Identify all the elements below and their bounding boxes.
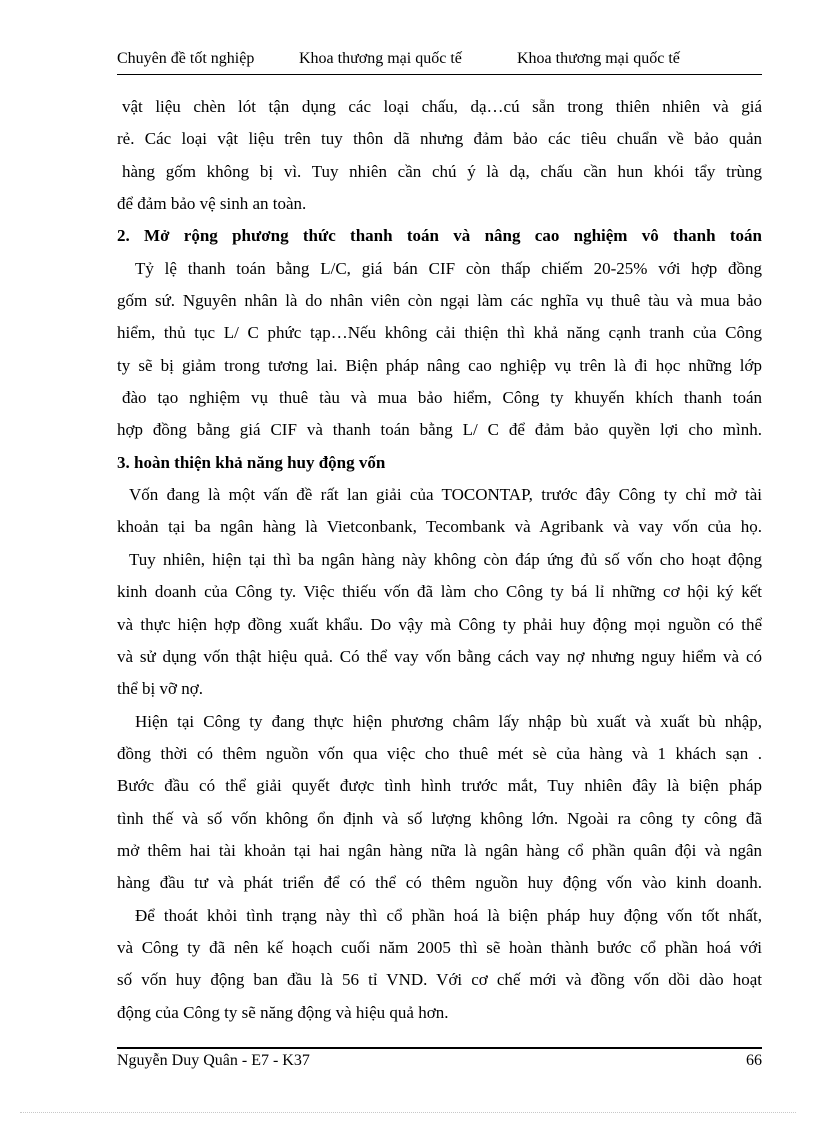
body-line: Tỷ lệ thanh toán bằng L/C, giá bán CIF còn thấp chiếm 20-25% với hợp đồng: [135, 258, 762, 278]
body-line: ty sẽ bị giảm trong tương lai. Biện pháp nâng cao nghiệp vụ trên là đi học những lớp: [117, 355, 762, 375]
body-line: khoản tại ba ngân hàng là Vietconbank, Tecombank và Agribank và vay vốn của họ.: [117, 517, 762, 537]
body-line: tình thế và số vốn không ổn định và số lượng không lớn. Ngoài ra công ty công đã: [117, 808, 762, 828]
body-line: rẻ. Các loại vật liệu trên tuy thôn dã nhưng đảm bảo các tiêu chuẩn về bảo quản: [117, 129, 762, 149]
document-body: [117, 94, 762, 1032]
body-line: vật liệu chèn lót tận dụng các loại chấu, dạ…cú sẵn trong thiên nhiên và giá: [122, 97, 762, 116]
body-line: để đảm bảo vệ sinh an toàn.: [117, 194, 307, 214]
footer-author: Nguyễn Duy Quân - E7 - K37: [117, 1052, 310, 1069]
page-header: [117, 50, 762, 75]
body-line: động của Công ty sẽ năng động và hiệu quả hơn.: [117, 1002, 449, 1022]
body-line: và Công ty đã nên kế hoạch cuối năm 2005 thì sẽ hoàn thành bước cổ phần hoá với: [117, 937, 762, 957]
body-line: Tuy nhiên, hiện tại thì ba ngân hàng này không còn đáp ứng đủ số vốn cho hoạt động: [129, 549, 762, 569]
body-line: Để thoát khỏi tình trạng này thì cổ phần hoá là biện pháp huy động vốn tốt nhất,: [135, 905, 762, 925]
body-line: hàng gốm không bị vì. Tuy nhiên cần chú ý là dạ, chấu cần hun khói tẩy trùng: [122, 161, 762, 181]
body-line: và sử dụng vốn thật hiệu quả. Có thể vay vốn bằng cách vay nợ nhưng nguy hiểm và có: [117, 646, 762, 666]
body-line: hiểm, thủ tục L/ C phức tạp…Nếu không cải thiện thì khả năng cạnh tranh của Công: [117, 323, 762, 343]
body-line: kinh doanh của Công ty. Việc thiếu vốn đã làm cho Công ty bá lỉ những cơ hội ký kết: [117, 582, 762, 602]
section-heading-3: 3. hoàn thiện khả năng huy động vốn: [117, 452, 386, 472]
body-line: và thực hiện hợp đồng xuất khẩu. Do vậy mà Công ty phải huy động mọi nguồn có thể: [117, 614, 762, 634]
section-heading-2: 2. Mở rộng phương thức thanh toán và nâng cao nghiệm vô thanh toán: [117, 226, 762, 246]
header-faculty-2: Khoa thương mại quốc tế: [517, 50, 680, 67]
footer-divider: [117, 1047, 762, 1049]
body-line: Hiện tại Công ty đang thực hiện phương châm lấy nhập bù xuất và xuất bù nhập,: [135, 711, 762, 731]
body-line: đồng thời có thêm nguồn vốn qua việc cho thuê mét sè của hàng và 1 khách sạn .: [117, 743, 762, 763]
body-line: hợp đồng bằng giá CIF và thanh toán bằng L/ C để đảm bảo quyền lợi cho mình.: [117, 420, 762, 440]
body-line: mở thêm hai tài khoản tại hai ngân hàng nữa là ngân hàng cổ phần quân đội và ngân: [117, 840, 762, 860]
page-bottom-edge: [20, 1112, 796, 1113]
body-line: Bước đầu có thể giải quyết được tình hình trước mắt, Tuy nhiên đây là biện pháp: [117, 776, 762, 796]
header-faculty-1: Khoa thương mại quốc tế: [299, 50, 462, 67]
body-line: Vốn đang là một vấn đề rất lan giải của TOCONTAP, trước đây Công ty chỉ mở tài: [129, 485, 762, 505]
body-line: đào tạo nghiệm vụ thuê tàu và mua bảo hiểm, Công ty khuyến khích thanh toán: [122, 388, 762, 408]
body-line: gốm sứ. Nguyên nhân là do nhân viên còn ngại làm các nghĩa vụ thuê tàu và mua bảo: [117, 291, 762, 311]
body-line: hàng đầu tư và phát triển để có thể có thêm nguồn huy động vốn vào kinh doanh.: [117, 873, 762, 893]
body-line: thể bị vỡ nợ.: [117, 679, 203, 699]
header-thesis-title: Chuyên đề tốt nghiệp: [117, 50, 255, 67]
page-number: 66: [746, 1052, 762, 1069]
body-line: số vốn huy động ban đầu là 56 tỉ VND. Với cơ chế mới và đồng vốn dồi dào hoạt: [117, 970, 762, 990]
